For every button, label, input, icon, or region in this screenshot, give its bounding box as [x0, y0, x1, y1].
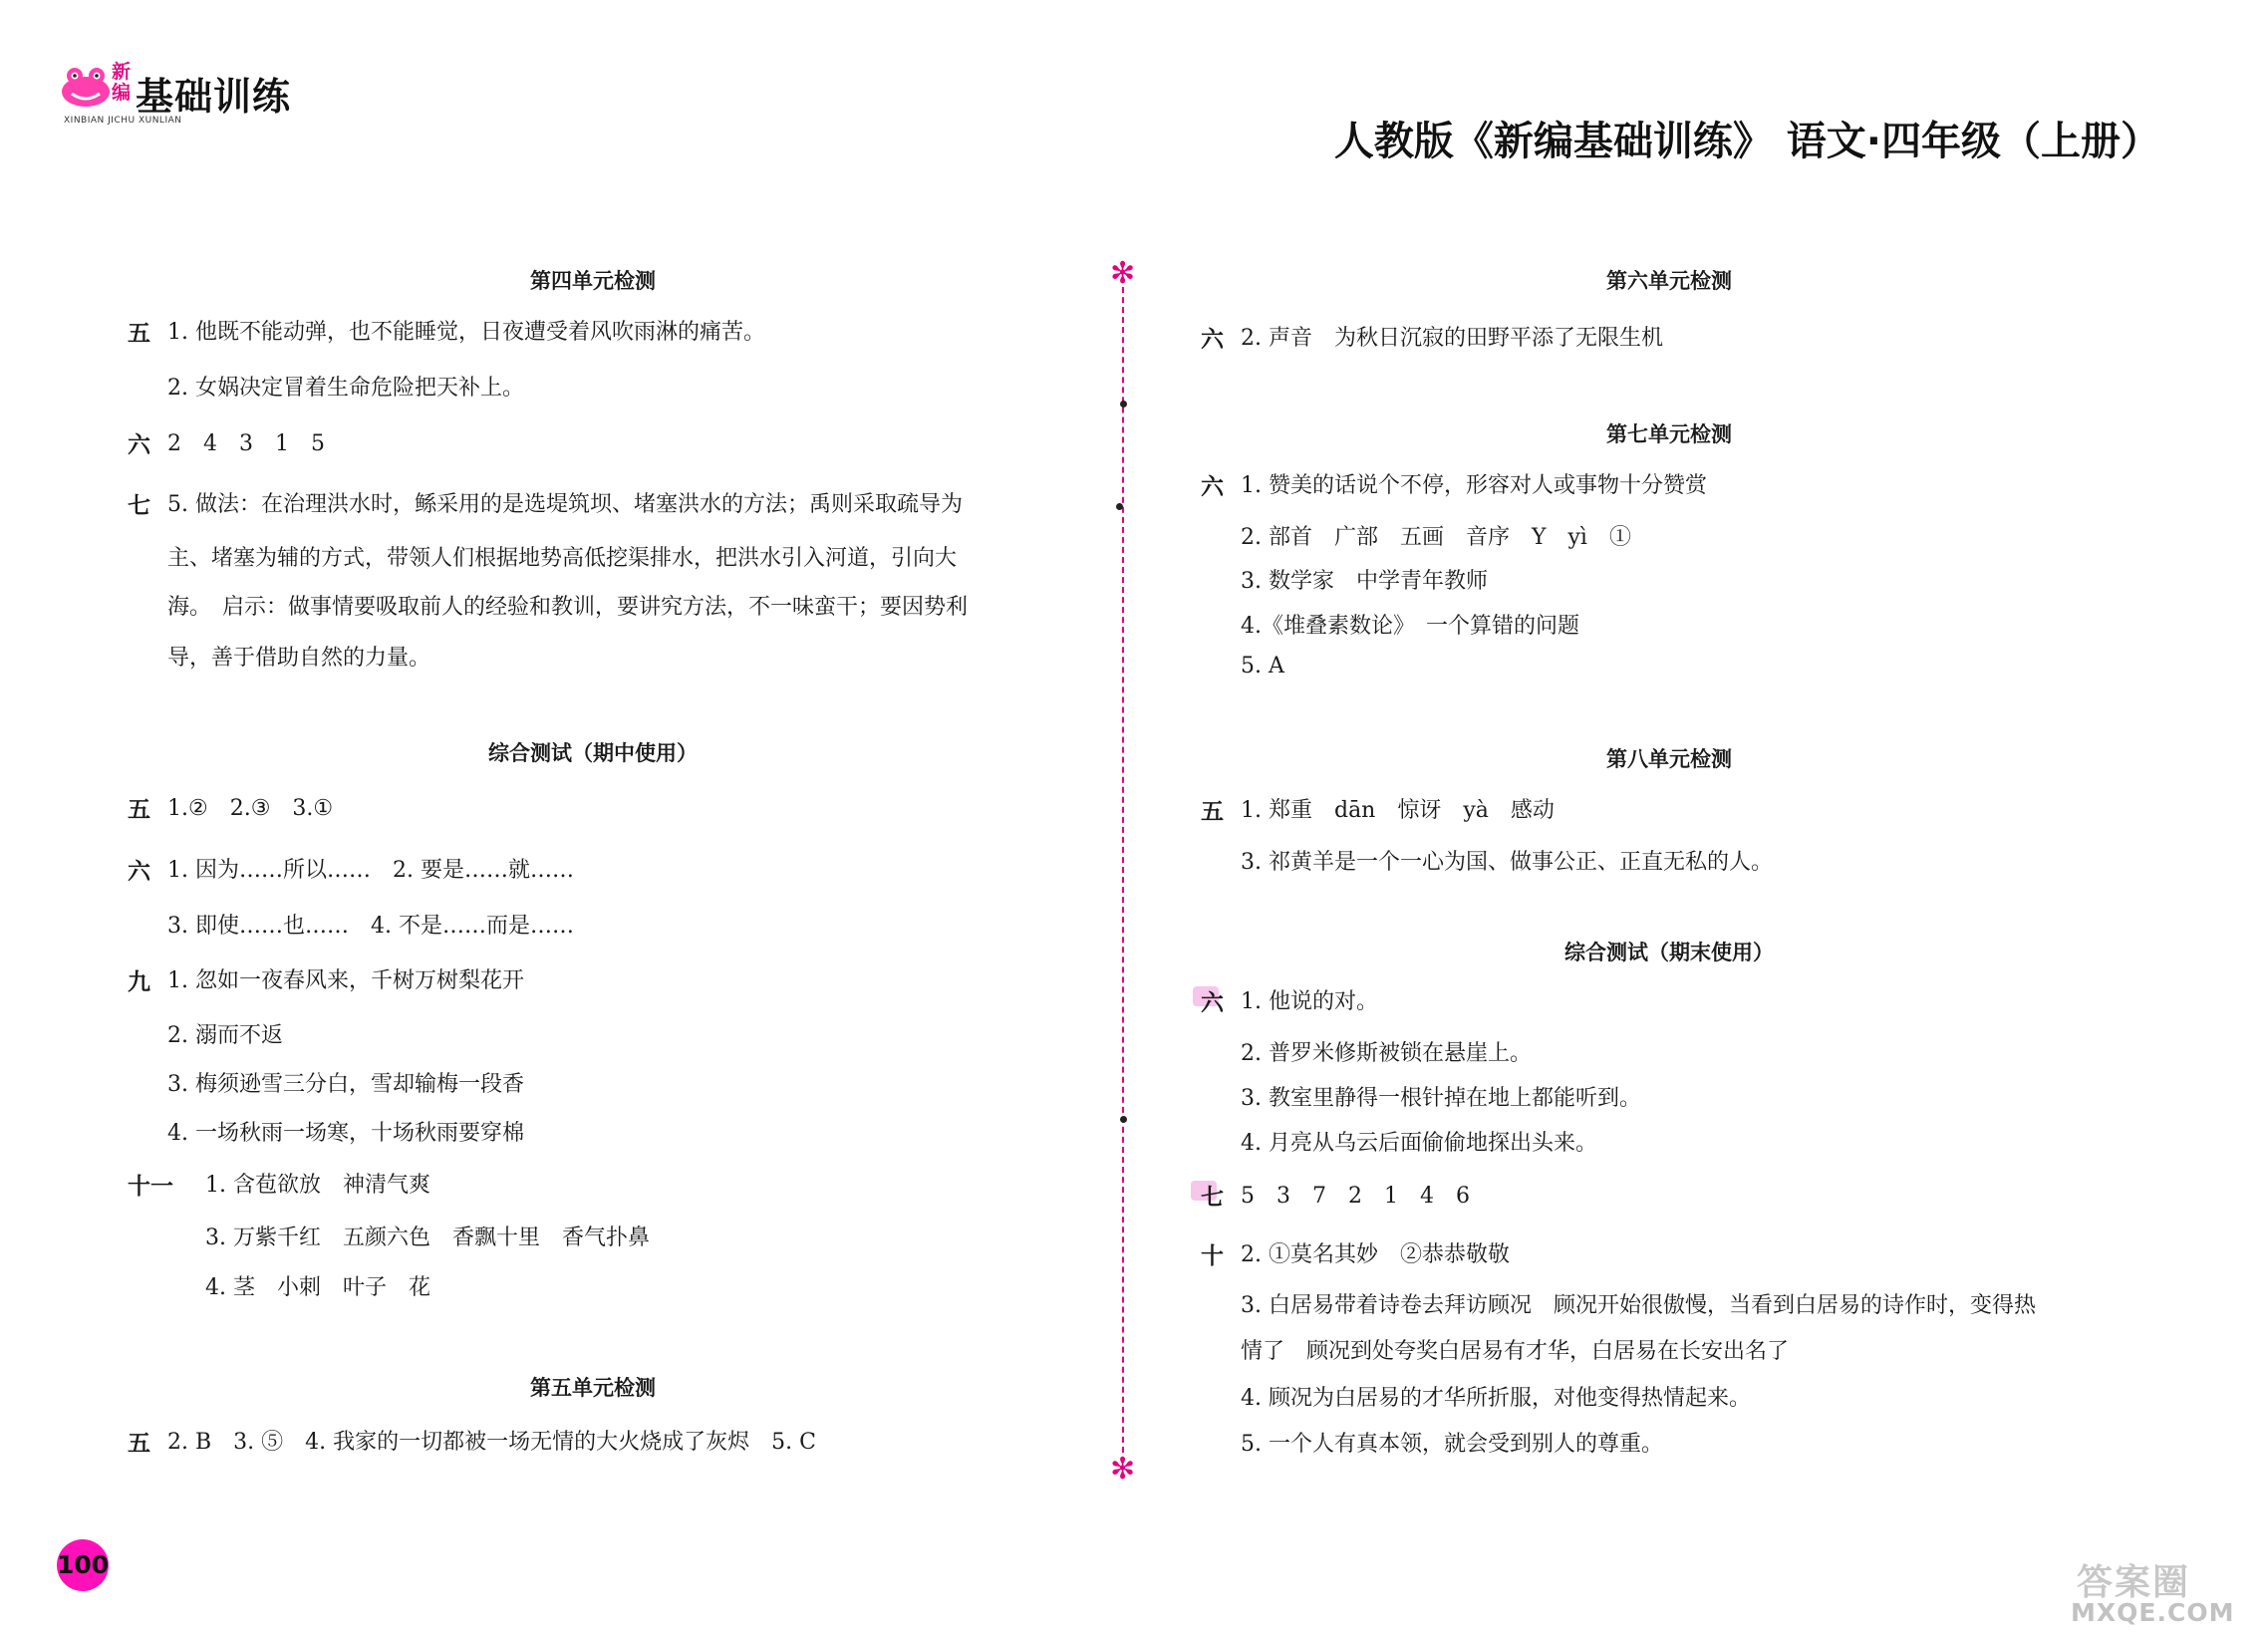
answer-line: 情了 顾况到处夸奖白居易有才华，白居易在长安出名了 [1241, 1339, 1790, 1364]
answer-line: 1. 他既不能动弹，也不能睡觉，日夜遭受着风吹雨淋的痛苦。 [167, 320, 765, 345]
question-number: 六 [1201, 990, 1224, 1016]
answer-line: 3. 梅须逊雪三分白，雪却输梅一段香 [167, 1072, 524, 1097]
watermark-top-text: 答案圈 [2077, 1562, 2191, 1603]
brand-logo [60, 60, 299, 130]
question-number: 十一 [128, 1174, 173, 1200]
answer-line: 2. 部首 广部 五画 音序 Y yì ① [1241, 525, 1631, 550]
question-number: 五 [128, 321, 150, 347]
watermark-url-text: MXQE.COM [2071, 1598, 2235, 1627]
answer-line: 3. 即使……也…… 4. 不是……而是…… [167, 914, 574, 939]
answer-line: 2. 女娲决定冒着生命危险把天补上。 [167, 376, 524, 401]
answer-line: 4. 一场秋雨一场寒，十场秋雨要穿棉 [167, 1121, 524, 1146]
answer-line: 5. A [1241, 654, 1284, 679]
binding-hole-icon [1120, 1116, 1127, 1123]
question-number: 五 [128, 797, 150, 823]
answer-line: 1. 赞美的话说个不停，形容对人或事物十分赞赏 [1241, 473, 1707, 498]
answer-line: 2. 声音 为秋日沉寂的田野平添了无限生机 [1241, 326, 1663, 351]
answer-line: 5. 一个人有真本领，就会受到别人的尊重。 [1241, 1432, 1663, 1457]
answer-line: 1.② 2.③ 3.① [167, 796, 334, 821]
watermark [2063, 1554, 2262, 1628]
answer-line: 海。 启示：做事情要吸取前人的经验和教训，要讲究方法，不一味蛮干；要因势利 [167, 595, 969, 620]
question-number: 六 [1201, 474, 1224, 500]
flower-ornament-icon: ✻ [1110, 1452, 1136, 1487]
question-number: 九 [128, 969, 150, 995]
answer-line: 4.《堆叠素数论》 一个算错的问题 [1241, 614, 1579, 639]
answer-line: 2. ①莫名其妙 ②恭恭敬敬 [1241, 1242, 1510, 1267]
question-number: 十 [1201, 1243, 1224, 1269]
brand-name: 基础训练 [136, 75, 292, 119]
flower-ornament-icon: ✻ [1110, 256, 1136, 291]
answer-line: 2. B 3. ⑤ 4. 我家的一切都被一场无情的大火烧成了灰烬 5. C [167, 1430, 816, 1455]
question-number: 七 [1201, 1185, 1224, 1211]
question-number: 七 [128, 493, 150, 519]
answer-line: 2 4 3 1 5 [167, 431, 325, 456]
answer-line: 1. 他说的对。 [1241, 989, 1378, 1014]
section-heading-unit5: 第五单元检测 [530, 1376, 656, 1400]
section-heading-unit8: 第八单元检测 [1606, 747, 1732, 771]
question-number: 六 [128, 859, 150, 885]
section-heading-unit6: 第六单元检测 [1606, 269, 1732, 293]
answer-line: 5. 做法：在治理洪水时，鲧采用的是选堤筑坝、堵塞洪水的方法；禹则采取疏导为 [167, 492, 963, 517]
section-heading-unit7: 第七单元检测 [1606, 422, 1732, 446]
answer-line: 1. 含苞欲放 神清气爽 [205, 1173, 430, 1198]
answer-line: 2. 溺而不返 [167, 1023, 283, 1048]
answer-line: 5 3 7 2 1 4 6 [1241, 1184, 1470, 1209]
section-heading-final: 综合测试（期末使用） [1564, 941, 1774, 964]
page-number-badge: 100 [57, 1539, 109, 1591]
answer-line: 4. 茎 小刺 叶子 花 [205, 1275, 430, 1300]
binding-hole-icon [1120, 401, 1127, 408]
answer-line: 导，善于借助自然的力量。 [167, 646, 431, 671]
binding-hole-icon [1116, 503, 1123, 510]
brand-pinyin: XINBIAN JICHU XUNLIAN [64, 116, 182, 126]
question-number: 五 [1201, 799, 1224, 825]
question-number: 六 [128, 432, 150, 458]
question-number: 五 [128, 1431, 150, 1457]
section-heading-midterm: 综合测试（期中使用） [488, 741, 698, 765]
answer-line: 3. 教室里静得一根针掉在地上都能听到。 [1241, 1086, 1641, 1111]
brand-new-label: 新编 [112, 61, 132, 104]
answer-line: 主、堵塞为辅的方式，带领人们根据地势高低挖渠排水，把洪水引入河道，引向大 [167, 546, 958, 571]
column-divider [1122, 277, 1124, 1463]
answer-line: 1. 因为……所以…… 2. 要是……就…… [167, 858, 574, 883]
answer-line: 4. 月亮从乌云后面偷偷地探出头来。 [1241, 1131, 1597, 1156]
answer-line: 2. 普罗米修斯被锁在悬崖上。 [1241, 1041, 1532, 1066]
question-number: 六 [1201, 327, 1224, 353]
answer-line: 3. 祁黄羊是一个一心为国、做事公正、正直无私的人。 [1241, 850, 1773, 875]
answer-line: 3. 万紫千红 五颜六色 香飘十里 香气扑鼻 [205, 1225, 650, 1250]
section-heading-unit4: 第四单元检测 [530, 269, 656, 293]
answer-line: 3. 数学家 中学青年教师 [1241, 569, 1488, 594]
answer-line: 4. 顾况为白居易的才华所折服，对他变得热情起来。 [1241, 1386, 1751, 1411]
answer-line: 1. 忽如一夜春风来，千树万树梨花开 [167, 968, 524, 993]
mascot-icon [60, 64, 112, 110]
book-title: 人教版《新编基础训练》 语文·四年级（上册） [1333, 119, 2160, 164]
answer-line: 1. 郑重 dān 惊讶 yà 感动 [1241, 798, 1555, 823]
answer-line: 3. 白居易带着诗卷去拜访顾况 顾况开始很傲慢，当看到白居易的诗作时，变得热 [1241, 1293, 2036, 1318]
